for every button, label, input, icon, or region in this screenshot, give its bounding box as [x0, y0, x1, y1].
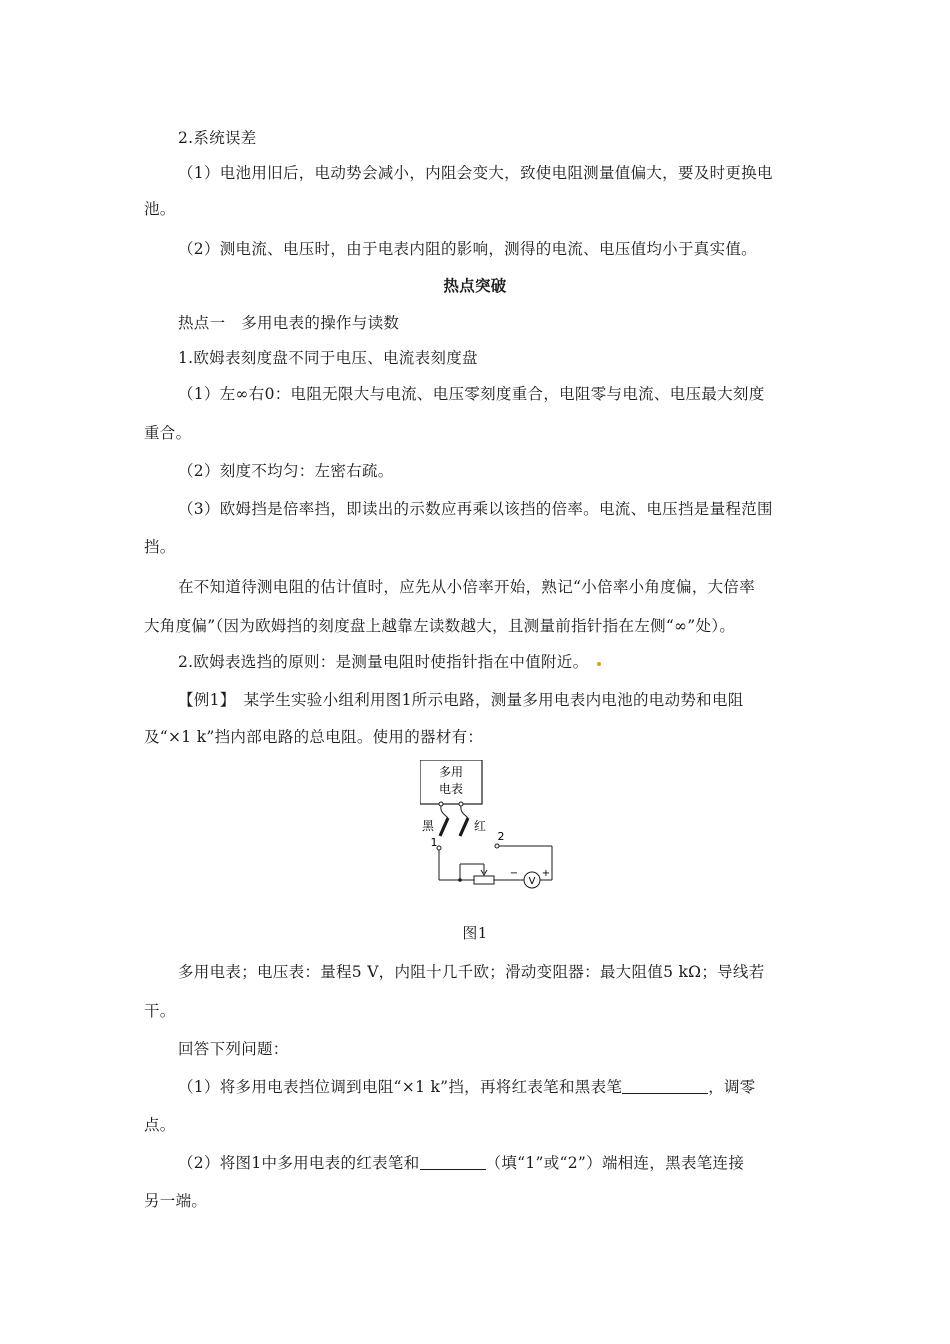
example-heading: 【例1】 某学生实验小组利用图1所示电路，测量多用电表内电池的电动势和电阻 [178, 691, 744, 709]
paragraph: 干。 [144, 1002, 176, 1020]
black-probe [440, 818, 448, 836]
circuit-diagram [420, 760, 570, 890]
paragraph: 多用电表；电压表：量程5 V，内阻十几千欧；滑动变阻器：最大阻值5 kΩ；导线若 [178, 963, 765, 981]
paragraph: （3）欧姆挡是倍率挡，即读出的示数应再乘以该挡的倍率。电流、电压挡是量程范围 [178, 500, 773, 518]
meter-label-1: 多用 [438, 765, 464, 779]
question-1 [178, 1076, 842, 1098]
paragraph: 重合。 [144, 424, 192, 442]
paragraph: 池。 [144, 200, 176, 218]
terminal-1 [437, 846, 441, 850]
minus-sign: − [509, 868, 519, 879]
black-label: 黑 [421, 819, 435, 833]
red-label: 红 [473, 819, 487, 833]
paragraph: 点。 [144, 1116, 176, 1134]
annotation-mark [597, 662, 601, 666]
hotspot-heading: 热点一 多用电表的操作与读数 [178, 314, 400, 332]
rheostat [474, 876, 494, 884]
answer-blank-1[interactable] [622, 1077, 708, 1094]
answer-blank-2[interactable] [420, 1153, 486, 1170]
figure-caption: 图1 [462, 924, 488, 942]
meter-label-2: 电表 [438, 782, 464, 796]
red-probe [460, 818, 468, 836]
question-2-text: （2）将图1中多用电表的红表笔和 [178, 1154, 420, 1172]
terminal-2-label: 2 [497, 830, 505, 843]
voltmeter-label: V [528, 876, 536, 887]
question-1-text: （1）将多用电表挡位调到电阻“×1 k”挡，再将红表笔和黑表笔 [178, 1078, 623, 1096]
paragraph: 挡。 [144, 538, 176, 556]
paragraph: 1.欧姆表刻度盘不同于电压、电流表刻度盘 [178, 349, 478, 367]
terminal-2 [495, 844, 499, 848]
heading-systematic-error: 2.系统误差 [178, 129, 257, 147]
paragraph: 大角度偏”（因为欧姆挡的刻度盘上越靠左读数越大，且测量前指针指在左侧“∞”处）。 [144, 617, 736, 635]
terminal-1-label: 1 [430, 836, 438, 849]
plus-sign: + [541, 868, 551, 879]
question-2-tail: （填“1”或“2”）端相连，黑表笔连接 [485, 1154, 745, 1172]
paragraph: （2）刻度不均匀：左密右疏。 [178, 462, 394, 480]
paragraph: （1）电池用旧后，电动势会减小，内阻会变大，致使电阻测量值偏大，要及时更换电 [178, 164, 773, 182]
paragraph: 回答下列问题： [178, 1040, 289, 1058]
question-1-tail: ，调零 [708, 1078, 756, 1096]
paragraph: 另一端。 [144, 1192, 208, 1210]
paragraph: （2）测电流、电压时，由于电表内阻的影响，测得的电流、电压值均小于真实值。 [178, 240, 757, 258]
paragraph: 及“×1 k”挡内部电路的总电阻。使用的器材有： [144, 728, 484, 746]
paragraph: 2.欧姆表选挡的原则：是测量电阻时使指针指在中值附近。 [178, 653, 589, 671]
paragraph: 在不知道待测电阻的估计值时，应先从小倍率开始，熟记“小倍率小角度偏，大倍率 [178, 578, 756, 596]
section-title: 热点突破 [443, 277, 507, 295]
paragraph: （1）左∞右0：电阻无限大与电流、电压零刻度重合，电阻零与电流、电压最大刻度 [178, 385, 765, 403]
question-2 [178, 1152, 842, 1174]
